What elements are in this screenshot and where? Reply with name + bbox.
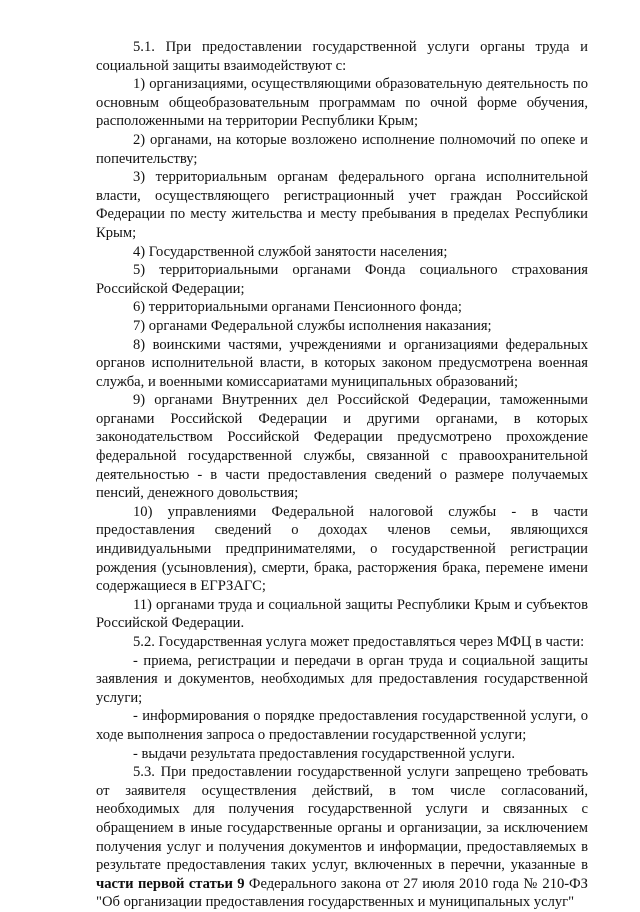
list-item-5: 5) территориальными органами Фонда социального страхования Российской Федерации; (96, 262, 588, 297)
list-item-1: 1) организациями, осуществляющими образовательную деятельность по основным общеобразовательным программам по очной форме обучения, расположенными на территории Республики Крым; (96, 76, 588, 130)
list-item-3: 3) территориальным органам федерального органа исполнительной власти, осуществляющего регистрационный учет граждан Российской Федерации по месту жительства и месту пребывания в пределах Республики Крым; (96, 169, 588, 241)
list-item-11: 11) органами труда и социальной защиты Республики Крым и субъектов Российской Федерации. (96, 596, 588, 632)
paragraph-5-1: 5.1. При предоставлении государственной услуги органы труда и социальной защиты взаимодействуют с: (96, 39, 588, 74)
law-reference-bold: части первой статьи 9 (96, 875, 245, 892)
paragraph-5-3 (96, 763, 588, 912)
paragraph-5-3-text-end: Федерального закона от 27 июля 2010 года № 210-ФЗ "Об организации предоставления государственных и муниципальных услуг" (96, 875, 588, 911)
list-item-2: 2) органами, на которые возложено исполнение полномочий по опеке и попечительству; (96, 131, 588, 167)
list-item-8: 8) воинскими частями, учреждениями и организациями федеральных органов исполнительной власти, в которых законом предусмотрена военная служба, и военными комиссариатами муниципальных образований; (96, 336, 588, 390)
list-item-7: 7) органами Федеральной службы исполнения наказания; (133, 317, 492, 334)
list-item-9: 9) органами Внутренних дел Российской Федерации, таможенными органами Российской Федерации и другими органами, в которых законодательством Российской Федерации предусмотрено прохождение федеральной государственной службы, связанной с правоохранительной деятельностью - в части предоставления сведений о размере получаемых пенсий, денежного довольствия; (96, 392, 588, 502)
dash-item-informing: - информирования о порядке предоставления государственной услуги, о ходе выполнения запроса о предоставлении государственной услуги; (96, 708, 588, 743)
dash-item-issuance: - выдачи результата предоставления государственной услуги. (133, 745, 515, 762)
list-item-6: 6) территориальными органами Пенсионного фонда; (133, 299, 462, 316)
list-item-10: 10) управлениями Федеральной налоговой службы - в части предоставления сведений о доходах членов семьи, являющихся индивидуальными предпринимателями, о государственной регистрации рождения (усыновления), смерти, брака, расторжения брака, перемене имени содержащиеся в ЕГРЗАГС; (96, 503, 588, 595)
dash-item-reception: - приема, регистрации и передачи в орган труда и социальной защиты заявления и документов, необходимых для предоставления государственной услуги; (96, 652, 588, 706)
list-item-4: 4) Государственной службой занятости населения; (133, 243, 448, 260)
paragraph-5-2: 5.2. Государственная услуга может предоставляться через МФЦ в части: (133, 634, 585, 650)
paragraph-5-3-text-start: 5.3. При предоставлении государственной услуги запрещено требовать от заявителя осуществления действий, в том числе согласований, необходимых для получения государственной услуги и связанных с обращением в иные государственные органы и организации, за исключением получения услуг и получения документов и информации, предоставляемых в результате предоставления таких услуг, включенных в перечни, указанные в (96, 764, 588, 874)
